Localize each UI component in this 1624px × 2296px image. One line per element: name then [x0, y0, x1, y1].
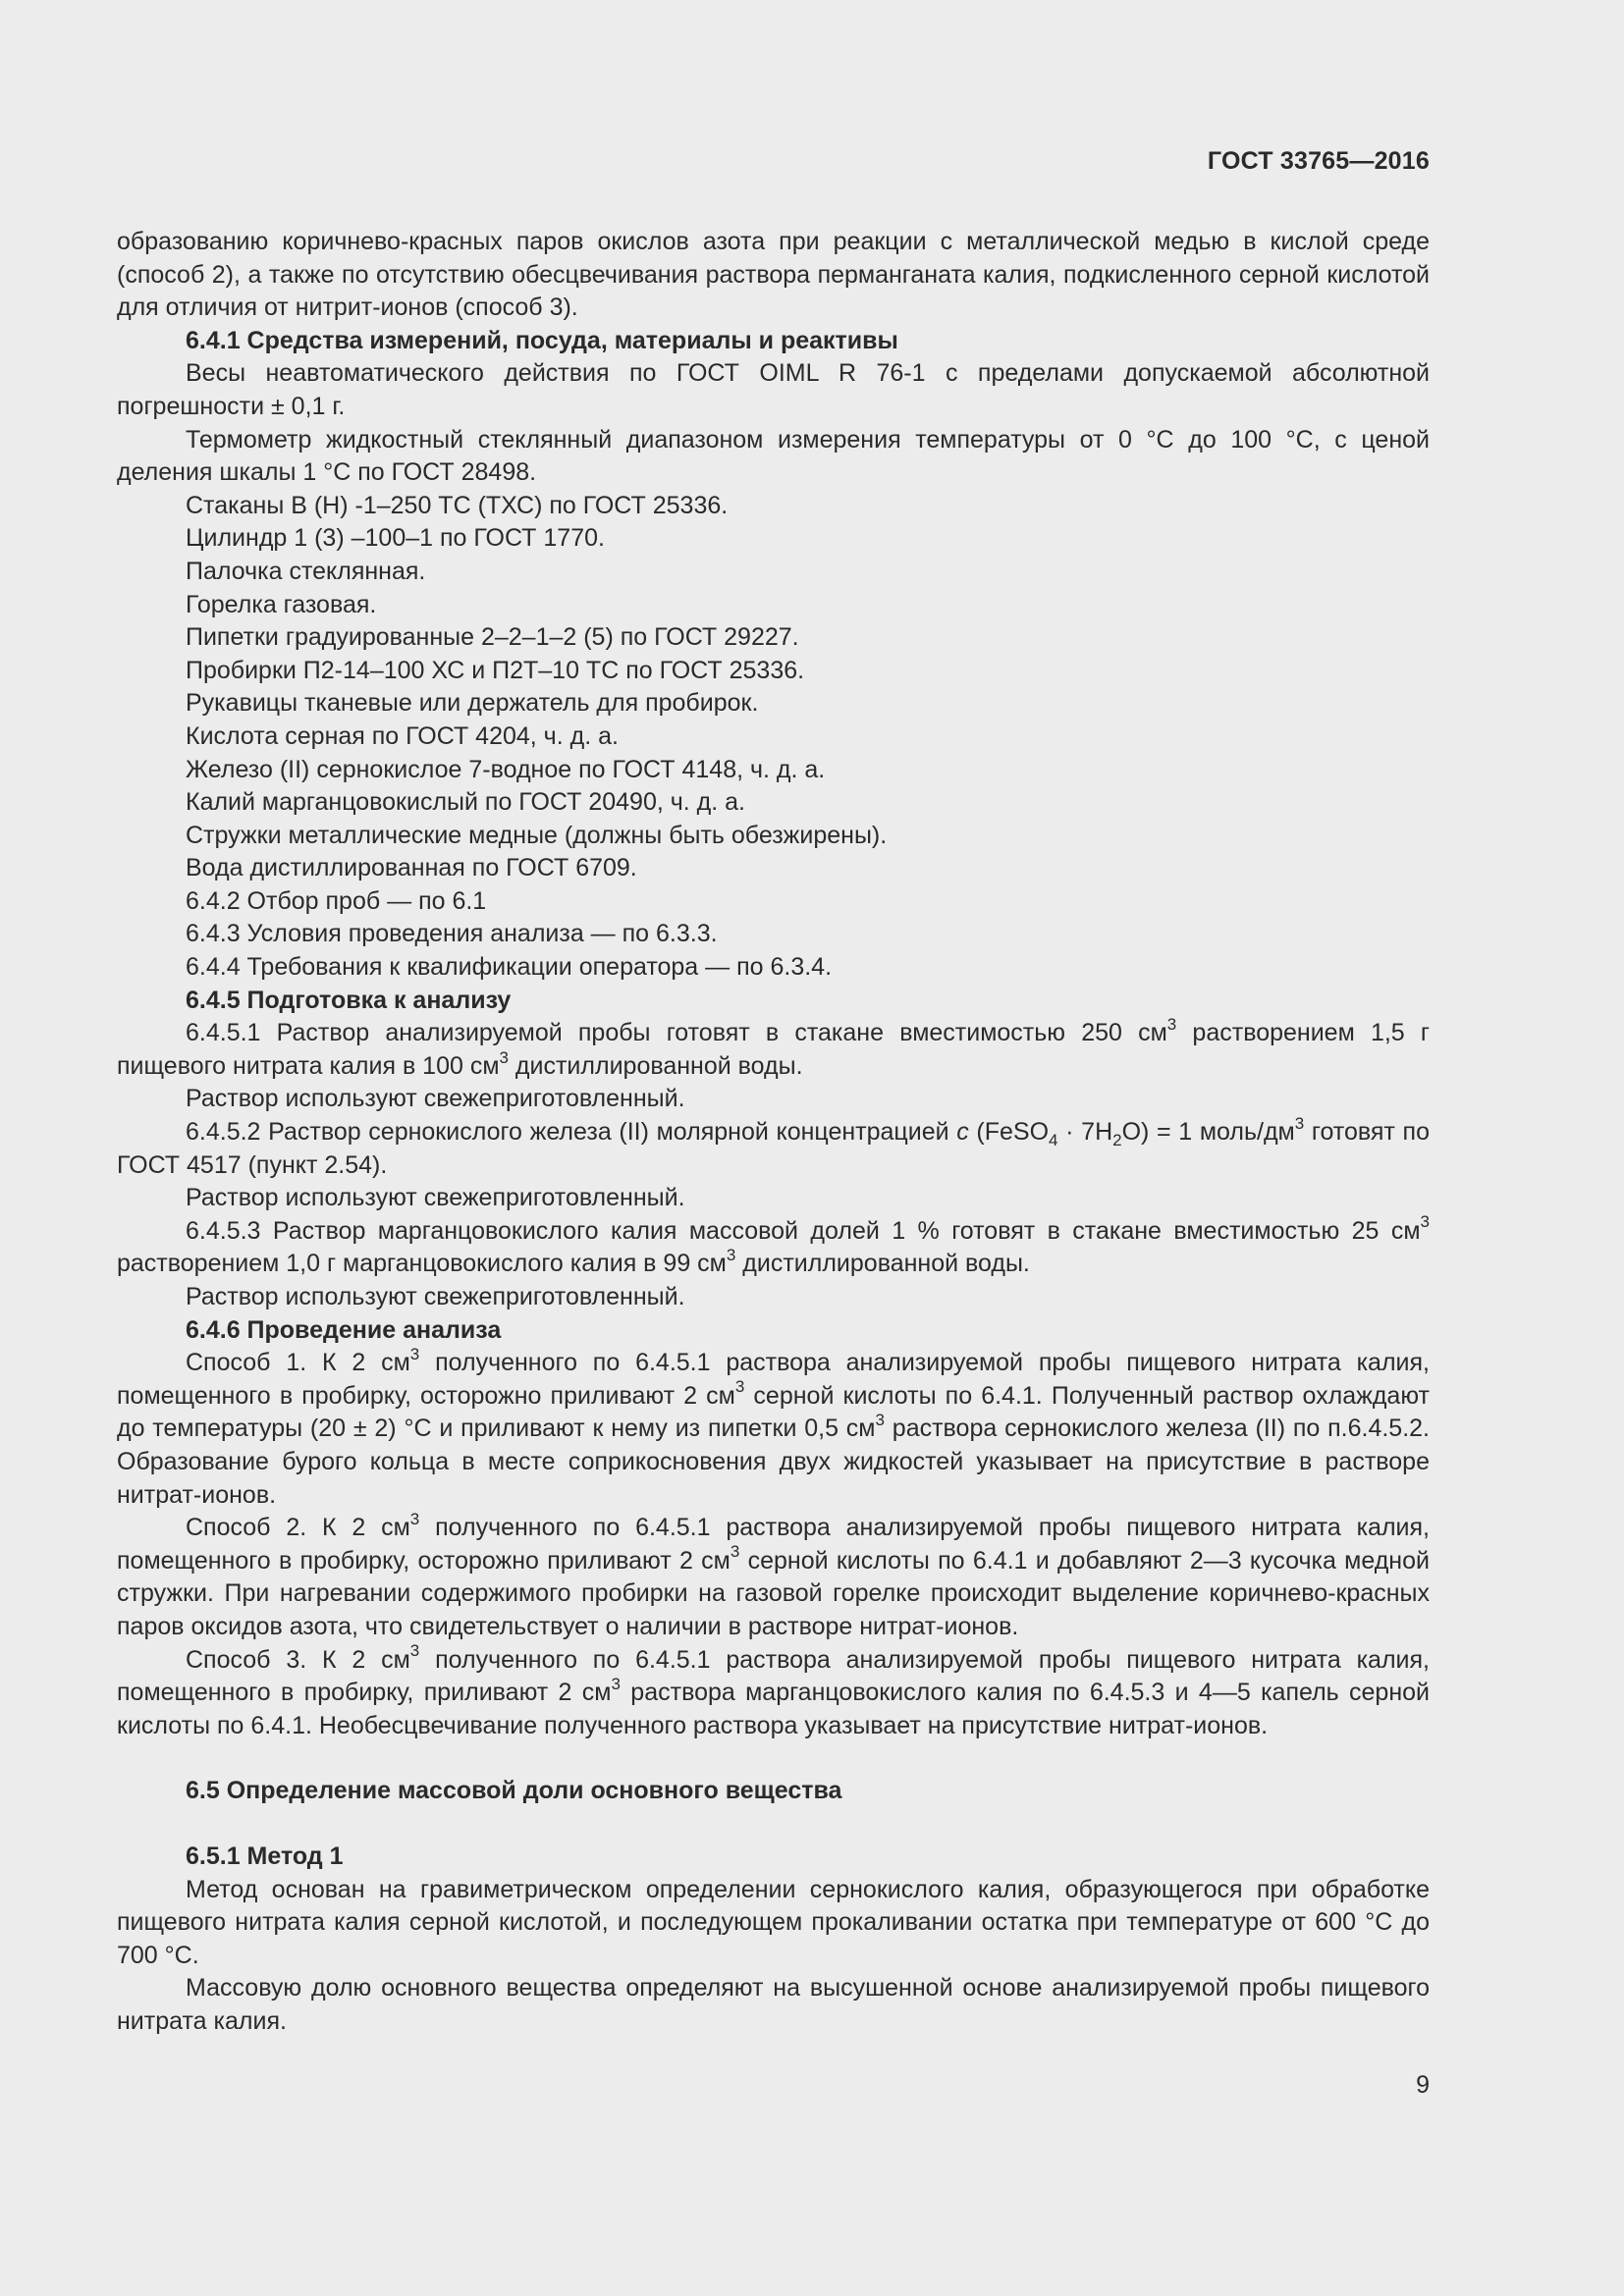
- clause-6-4-5-2: [117, 1113, 1430, 1182]
- list-item: Палочка стеклянная.: [186, 557, 426, 585]
- superscript: 3: [409, 1641, 420, 1661]
- clause-6-4-5-3: [117, 1212, 1430, 1281]
- document-body: [117, 226, 1430, 2038]
- section-heading-6-5-1: 6.5.1 Метод 1: [186, 1842, 344, 1870]
- paragraph-method-basis: Метод основан на гравиметрическом определении сернокислого калия, образующегося при обработке пищевого нитрата калия серной кислотой, и последующем прокаливании остатка при температуре от 600 °С до 700 °С.: [117, 1875, 1430, 1969]
- section-heading-6-4-1: 6.4.1 Средства измерений, посуда, материалы и реактивы: [186, 326, 898, 354]
- note-fresh-solution: Раствор используют свежеприготовленный.: [186, 1085, 685, 1113]
- list-item: Калий марганцовокислый по ГОСТ 20490, ч. д. а.: [186, 788, 745, 817]
- page-number: 9: [1416, 2071, 1430, 2099]
- text-run: Способ 1. К 2 см: [186, 1349, 410, 1377]
- text-run: дистиллированной воды.: [508, 1051, 803, 1080]
- paragraph-scales: Весы неавтоматического действия по ГОСТ OIML R 76-1 с пределами допускаемой абсолютной погрешности ± 0,1 г.: [117, 359, 1430, 420]
- clause-6-4-5-1: [117, 1014, 1430, 1083]
- text-run: 6.4.5.1 Раствор анализируемой пробы готовят в стакане вместимостью 250 см: [186, 1019, 1167, 1047]
- text-run: полученного по 6.4.5.1 раствора анализируемой пробы пищевого нитрата калия, помещенного в пробирку, приливают 2 см: [117, 1645, 1430, 1707]
- method-2-paragraph: [117, 1509, 1430, 1643]
- text-run: раствора сернокислого железа (II) по п.6.4.5.2. Образование бурого кольца в месте соприкосновения двух жидкостей указывает на присутствие в растворе нитрат-ионов.: [117, 1415, 1430, 1509]
- text-run: полученного по 6.4.5.1 раствора анализируемой пробы пищевого нитрата калия, помещенного в пробирку, осторожно приливают 2 см: [117, 1349, 1430, 1410]
- subscript: 4: [1049, 1131, 1058, 1150]
- list-item: Стаканы В (Н) -1–250 ТС (ТХС) по ГОСТ 25336.: [186, 491, 729, 519]
- text-run: серной кислоты по 6.4.1 и добавляют 2—3 кусочка медной стружки. При нагревании содержимого пробирки на газовой горелке происходит выделение коричнево-красных паров оксидов азота, что свидетельствует о наличии в растворе нитрат-ионов.: [117, 1546, 1430, 1640]
- note-fresh-solution: Раствор используют свежеприготовленный.: [186, 1184, 685, 1212]
- text-run: дистиллированной воды.: [735, 1250, 1030, 1278]
- list-item: Железо (II) сернокислое 7-водное по ГОСТ 4148, ч. д. а.: [186, 755, 826, 783]
- text-run: полученного по 6.4.5.1 раствора анализируемой пробы пищевого нитрата калия, помещенного в пробирку, осторожно приливают 2 см: [117, 1514, 1430, 1575]
- superscript: 3: [409, 1509, 420, 1528]
- subscript: 2: [1112, 1131, 1122, 1150]
- list-item: Кислота серная по ГОСТ 4204, ч. д. а.: [186, 721, 619, 750]
- text-run: O) = 1 моль/дм: [1121, 1118, 1295, 1147]
- note-fresh-solution: Раствор используют свежеприготовленный.: [186, 1283, 685, 1310]
- superscript: 3: [499, 1047, 509, 1067]
- method-1-paragraph: [117, 1344, 1430, 1512]
- section-heading-6-4-5: 6.4.5 Подготовка к анализу: [186, 986, 512, 1014]
- superscript: 3: [730, 1542, 740, 1562]
- paragraph-thermometer: Термометр жидкостный стеклянный диапазоном измерения температуры от 0 °С до 100 °С, с ценой деления шкалы 1 °С по ГОСТ 28498.: [117, 425, 1430, 487]
- text-run: Способ 2. К 2 см: [186, 1514, 410, 1542]
- list-item: Горелка газовая.: [186, 590, 377, 618]
- text-run: готовят по ГОСТ 4517 (пункт 2.54).: [117, 1118, 1430, 1179]
- clause-6-4-3: 6.4.3 Условия проведения анализа — по 6.3.3.: [186, 920, 718, 948]
- text-run: растворением 1,5 г пищевого нитрата калия в 100 см: [117, 1019, 1430, 1080]
- method-3-paragraph: [117, 1641, 1430, 1743]
- list-item: Вода дистиллированная по ГОСТ 6709.: [186, 854, 637, 882]
- clause-6-4-2: 6.4.2 Отбор проб — по 6.1: [186, 886, 487, 915]
- superscript: 3: [875, 1411, 885, 1430]
- superscript: 3: [726, 1246, 736, 1265]
- list-item: Пробирки П2-14–100 ХС и П2Т–10 ТС по ГОСТ 25336.: [186, 656, 805, 684]
- text-run: 6.4.5.3 Раствор марганцовокислого калия массовой долей 1 % готовят в стакане вместимостью 25 см: [186, 1216, 1421, 1245]
- superscript: 3: [1294, 1113, 1305, 1133]
- superscript: 3: [611, 1674, 621, 1693]
- text-run: серной кислоты по 6.4.1. Полученный раствор охлаждают до температуры (20 ± 2) °С и приливают к нему из пипетки 0,5 см: [117, 1381, 1430, 1443]
- text-run: раствора марганцовокислого калия по 6.4.5.3 и 4—5 капель серной кислоты по 6.4.1. Необесцвечивание полученного раствора указывает на присутствие нитрат-ионов.: [117, 1679, 1430, 1739]
- list-item: Пипетки градуированные 2–2–1–2 (5) по ГОСТ 29227.: [186, 623, 799, 652]
- list-item: Цилиндр 1 (3) –100–1 по ГОСТ 1770.: [186, 524, 605, 553]
- clause-6-4-4: 6.4.4 Требования к квалификации оператора — по 6.3.4.: [186, 953, 833, 982]
- paragraph-mass-fraction: Массовую долю основного вещества определяют на высушенной основе анализируемой пробы пищевого нитрата калия.: [117, 1974, 1430, 2035]
- text-run: растворением 1,0 г марганцовокислого калия в 99 см: [117, 1250, 727, 1278]
- text-run: 6.4.5.2 Раствор сернокислого железа (II) молярной концентрацией: [186, 1118, 957, 1147]
- document-code-header: ГОСТ 33765—2016: [1207, 147, 1430, 175]
- section-heading-6-5: 6.5 Определение массовой доли основного вещества: [186, 1777, 842, 1805]
- list-item: Стружки металлические медные (должны быть обезжирены).: [186, 821, 888, 849]
- superscript: 3: [1420, 1212, 1430, 1232]
- text-run: · 7H: [1057, 1118, 1113, 1147]
- list-item: Рукавицы тканевые или держатель для пробирок.: [186, 689, 759, 718]
- paragraph-continuation: образованию коричнево-красных паров окислов азота при реакции с металлической медью в кислой среде (способ 2), а также по отсутствию обесцвечивания раствора перманганата калия, подкисленного серной кислотой для отличия от нитрит-ионов (способ 3).: [117, 228, 1430, 322]
- superscript: 3: [734, 1377, 745, 1397]
- section-heading-6-4-6: 6.4.6 Проведение анализа: [186, 1315, 502, 1344]
- text-run: (FeSO: [968, 1118, 1050, 1147]
- superscript: 3: [409, 1344, 420, 1363]
- superscript: 3: [1166, 1014, 1177, 1034]
- text-run: Способ 3. К 2 см: [186, 1645, 410, 1674]
- variable-c: c: [956, 1118, 969, 1147]
